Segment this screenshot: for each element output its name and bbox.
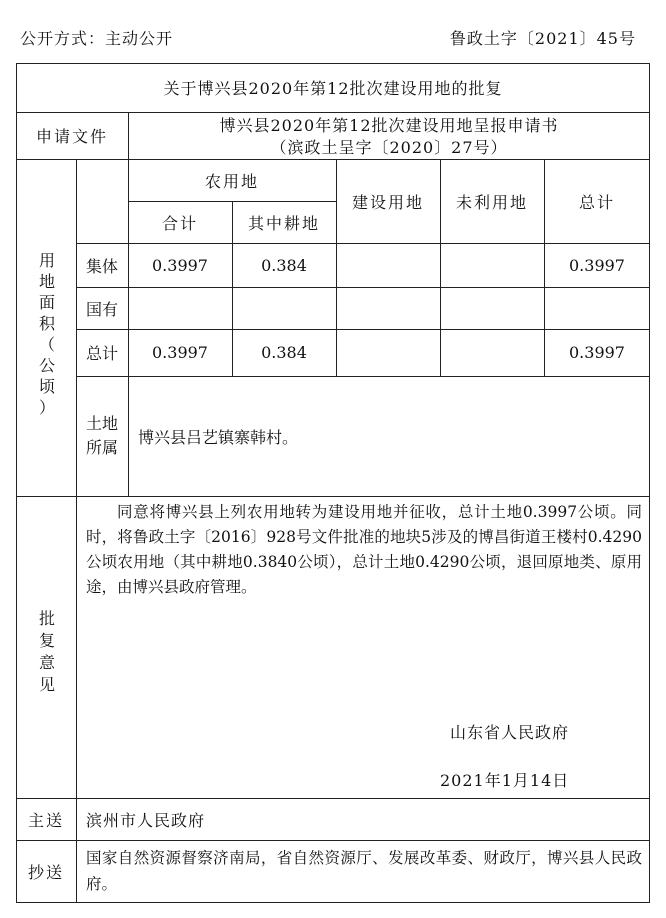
cell-state-farm-total: [128, 287, 232, 329]
area-side-char: 积: [38, 314, 55, 333]
area-side-char: 公: [38, 356, 55, 375]
area-side-char: 用: [38, 251, 55, 270]
document-number: 鲁政土字〔2021〕45号: [449, 29, 636, 48]
area-side-char: （: [38, 335, 55, 354]
cell-sum-arable: 0.384: [261, 343, 307, 362]
area-side-char: 面: [38, 293, 55, 312]
send-to-value: 滨州市人民政府: [86, 810, 206, 830]
disclosure-method: 公开方式：主动公开: [20, 29, 174, 48]
cell-collective-total: 0.3997: [569, 255, 625, 275]
row-divider: [16, 840, 650, 841]
cell-sum-construction: [336, 329, 440, 376]
column-divider: [76, 798, 77, 903]
area-side-char: 顷: [38, 377, 55, 396]
cell-state-total: [544, 287, 650, 329]
area-side-label: [30, 250, 64, 418]
location-label-line: 所属: [85, 438, 118, 457]
cell-state-construction: [336, 287, 440, 329]
cell-state-arable: [232, 287, 336, 329]
send-to-label: 主送: [27, 810, 64, 830]
approval-side-char: 批: [38, 609, 55, 628]
approval-side-char: 见: [38, 675, 55, 694]
cell-state-unused: [440, 287, 544, 329]
cc-value: 国家自然资源督察济南局，省自然资源厅、发展改革委、财政厅，博兴县人民政府。: [86, 849, 642, 893]
row-label-state: 国有: [85, 299, 118, 319]
header-farmland: 农用地: [204, 171, 259, 191]
row-divider: [16, 496, 650, 497]
header-construction: 建设用地: [351, 192, 424, 212]
area-side-char: ）: [38, 398, 55, 417]
location-label-line: 土地: [85, 414, 118, 433]
cell-sum-unused: [440, 329, 544, 376]
cell-sum-total: 0.3997: [569, 343, 625, 362]
cell-collective-unused: [440, 243, 544, 287]
document-title: 关于博兴县2020年第12批次建设用地的批复: [163, 79, 503, 98]
area-side-char: 地: [38, 272, 55, 291]
approval-text: 同意将博兴县上列农用地转为建设用地并征收，总计土地0.3997公顷。同时，将鲁政土字〔2016〕928号文件批准的地块5涉及的博昌街道王楼村0.4290公顷农用地（其中耕地0.3840公顷），总计土地0.4290公顷，退回原地类、原用途，由博兴县政府管理。: [86, 503, 642, 596]
cell-collective-construction: [336, 243, 440, 287]
cell-collective-arable: 0.384: [261, 255, 307, 275]
application-label: 申请文件: [35, 127, 108, 146]
column-divider: [76, 496, 77, 798]
header-unused: 未利用地: [455, 192, 528, 212]
approval-date: 2021年1月14日: [440, 770, 570, 790]
land-location: 博兴县吕艺镇寨韩村。: [138, 427, 299, 447]
location-label: [76, 412, 128, 460]
cell-sum-farm-total: 0.3997: [152, 343, 208, 362]
cc-label: 抄送: [27, 863, 64, 882]
approval-issuer: 山东省人民政府: [450, 722, 570, 742]
header-farmland-total: 合计: [161, 213, 198, 233]
application-line-2: （滨政土呈字〔2020〕27号）: [270, 137, 508, 157]
header-arable: 其中耕地: [247, 213, 320, 233]
row-label-collective: 集体: [85, 256, 118, 276]
approval-side-char: 复: [38, 631, 55, 650]
approval-side-label: [30, 608, 64, 696]
application-line-1: 博兴县2020年第12批次建设用地呈报申请书: [219, 115, 559, 135]
header-total: 总计: [578, 192, 615, 212]
cell-collective-farm-total: 0.3997: [152, 255, 208, 275]
row-label-sum: 总计: [85, 344, 118, 363]
approval-side-char: 意: [38, 653, 55, 672]
